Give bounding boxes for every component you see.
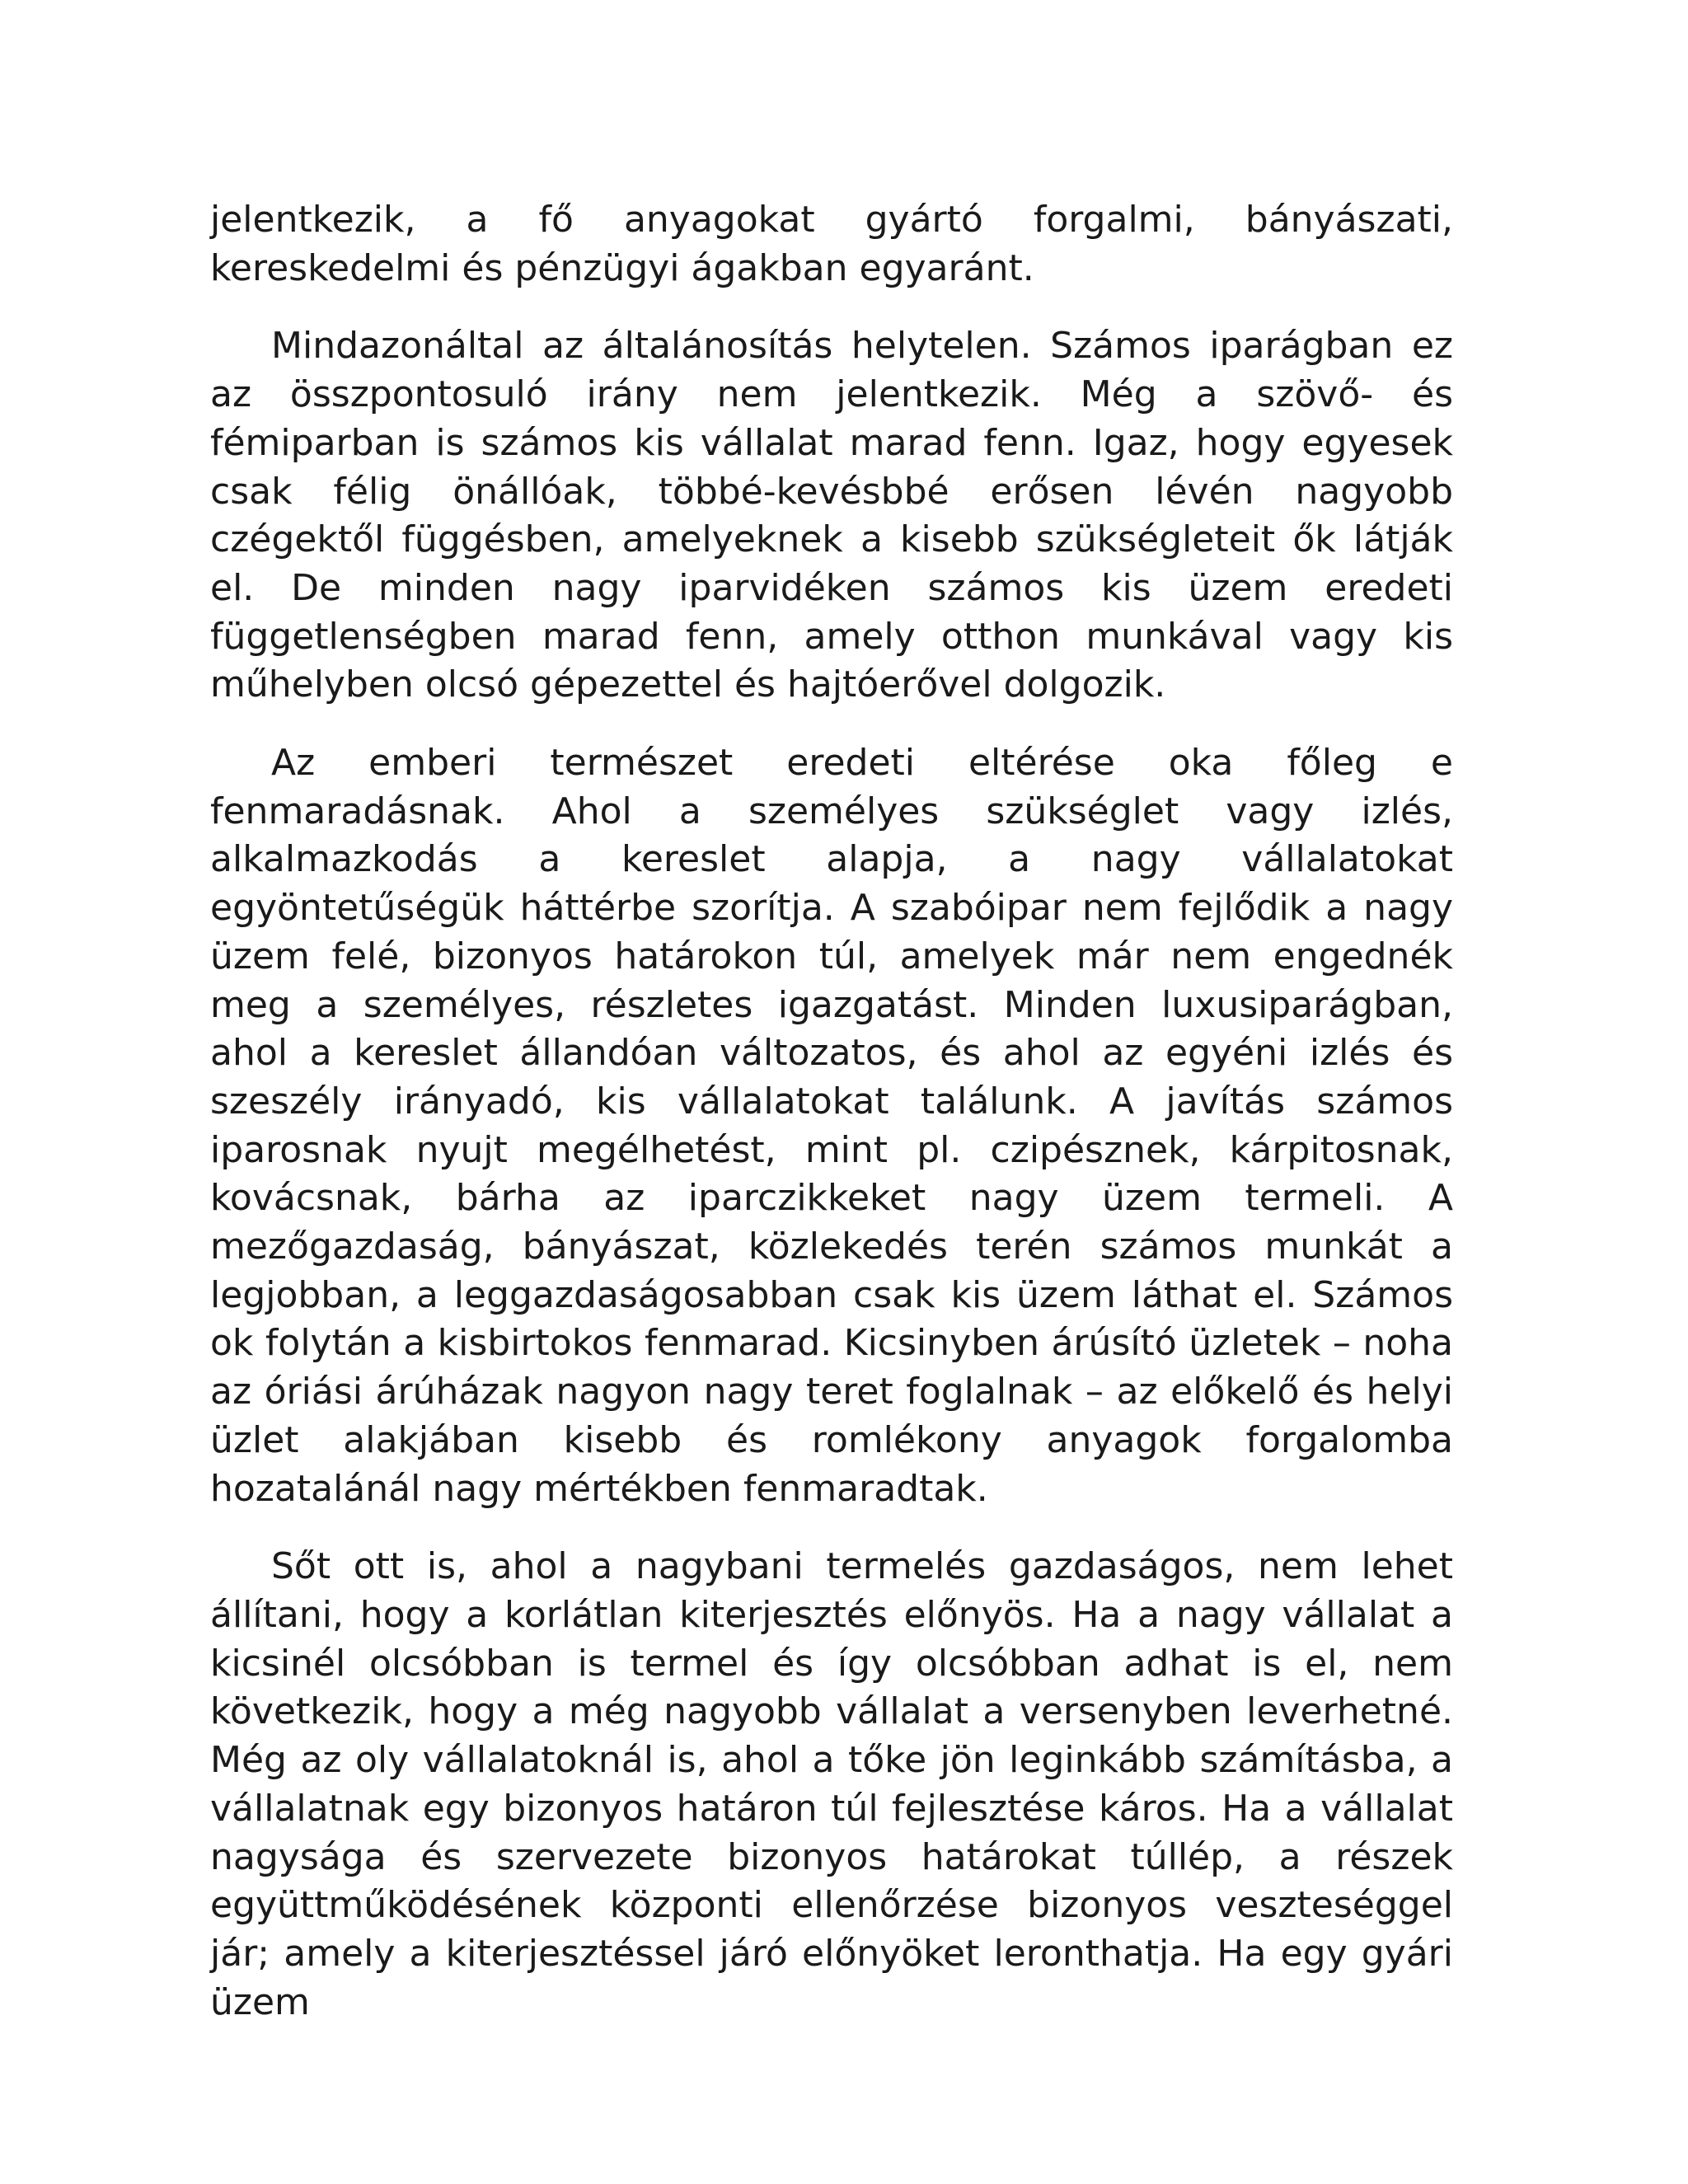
paragraph: Mindazonáltal az általánosítás helytelen. Számos iparágban ez az összpontosuló irány nem jelentkezik. Még a szövő- és fémiparban is számos kis vállalat marad fenn. Igaz, hogy egyesek csak félig önállóak, többé-kevésbbé erősen lévén nagyobb czégektől függésben, amelyeknek a kisebb szükségleteit ők látják el. De minden nagy iparvidéken számos kis üzem eredeti függetlenségben marad fenn, amely otthon munkával vagy kis műhelyben olcsó gépezettel és hajtóerővel dolgozik.: [210, 325, 1453, 706]
paragraph: Sőt ott is, ahol a nagybani termelés gazdaságos, nem lehet állítani, hogy a korlátlan kiterjesztés előnyös. Ha a nagy vállalat a kicsinél olcsóbban is termel és így olcsóbban adhat is el, nem következik, hogy a még nagyobb vállalat a versenyben leverhetné. Még az oly vállalatoknál is, ahol a tőke jön leginkább számításba, a vállalatnak egy bizonyos határon túl fejlesztése káros. Ha a vállalat nagysága és szervezete bizonyos határokat túllép, a részek együttműködésének központi ellenőrzése bizonyos veszteséggel jár; amely a kiterjesztéssel járó előnyöket leronthatja. Ha egy gyári üzem: [210, 1545, 1453, 2023]
paragraph: Az emberi természet eredeti eltérése oka főleg e fenmaradásnak. Ahol a személyes szükséglet vagy izlés, alkalmazkodás a kereslet alapja, a nagy vállalatokat egyöntetűségük háttérbe szorítja. A szabóipar nem fejlődik a nagy üzem felé, bizonyos határokon túl, amelyek már nem engednék meg a személyes, részletes igazgatást. Minden luxusiparágban, ahol a kereslet állandóan változatos, és ahol az egyéni izlés és szeszély irányadó, kis vállalatokat találunk. A javítás számos iparosnak nyujt megélhetést, mint pl. czipésznek, kárpitosnak, kovácsnak, bárha az iparczikkeket nagy üzem termeli. A mezőgazdaság, bányászat, közlekedés terén számos munkát a legjobban, a leggazdaságosabban csak kis üzem láthat el. Számos ok folytán a kisbirtokos fenmarad. Kicsinyben árúsító üzletek – noha az óriási árúházak nagyon nagy teret foglalnak – az előkelő és helyi üzlet alakjában kisebb és romlékony anyagok forgalomba hozatalánál nagy mértékben fenmaradtak.: [210, 742, 1453, 1510]
paragraph-continuation: jelentkezik, a fő anyagokat gyártó forgalmi, bányászati, kereskedelmi és pénzügyi ágakban egyaránt.: [210, 199, 1453, 289]
document-page: [210, 196, 1453, 2056]
